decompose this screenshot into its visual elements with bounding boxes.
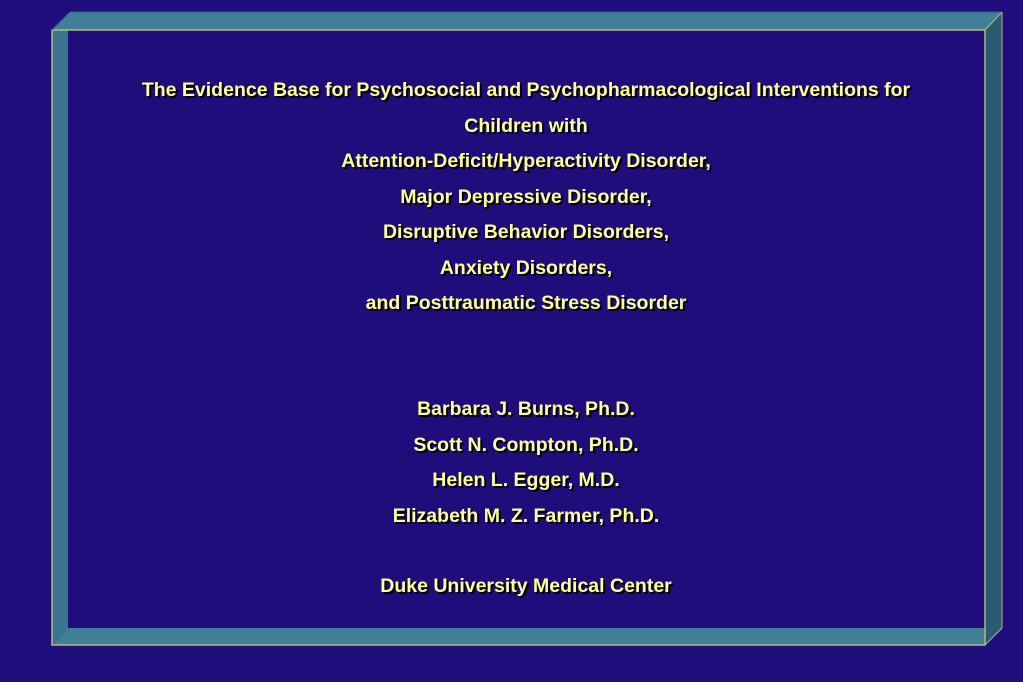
affiliation: Duke University Medical Center	[380, 575, 672, 597]
author-name: Barbara J. Burns, Ph.D.	[417, 398, 635, 420]
title-line: Disruptive Behavior Disorders,	[382, 221, 670, 243]
bevel-top	[52, 12, 1002, 30]
bevel-right	[985, 12, 1002, 645]
title-line: Attention-Deficit/Hyperactivity Disorder,	[341, 150, 711, 172]
title-line: Children with	[464, 114, 588, 137]
slide-content	[68, 30, 984, 628]
authors-block	[68, 392, 984, 534]
title-line: Anxiety Disorders,	[439, 256, 613, 279]
author-name: Scott N. Compton, Ph.D.	[413, 433, 639, 456]
bevel-bottom	[52, 628, 985, 645]
title-line: and Posttraumatic Stress Disorder	[365, 292, 687, 314]
bevel-left	[52, 30, 68, 645]
author-name: Elizabeth M. Z. Farmer, Ph.D.	[392, 504, 660, 527]
affiliation-block	[68, 569, 984, 605]
author-name: Helen L. Egger, M.D.	[432, 469, 620, 491]
title-block	[68, 73, 984, 322]
title-line: The Evidence Base for Psychosocial and Psychopharmacological Interventions for	[141, 79, 911, 101]
title-line: Major Depressive Disorder,	[400, 185, 652, 208]
